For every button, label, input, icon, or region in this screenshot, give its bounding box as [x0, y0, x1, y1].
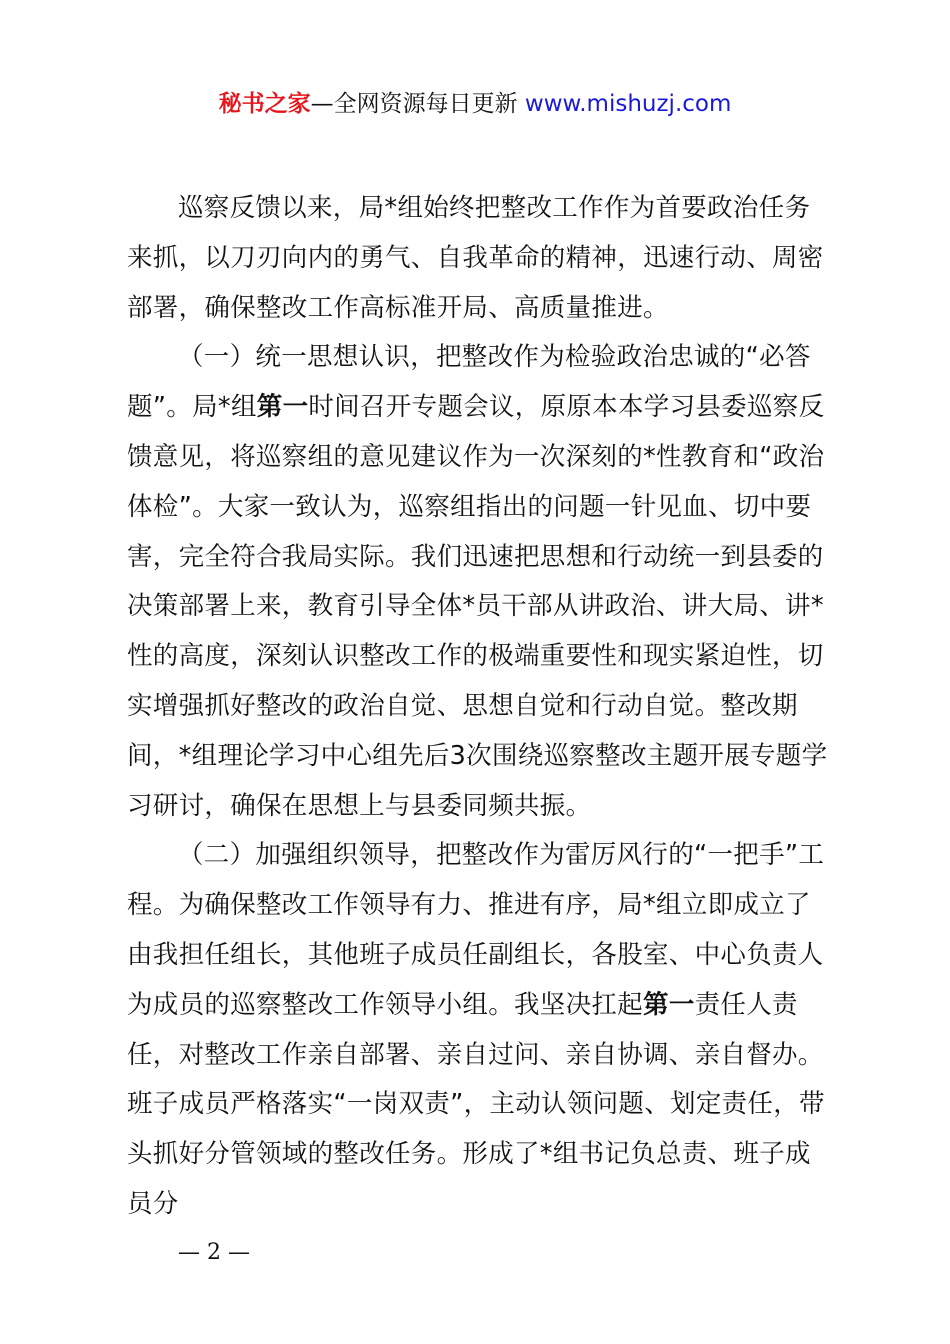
document-body	[127, 184, 835, 1230]
page-number: — 2 —	[178, 1240, 250, 1265]
site-header	[0, 86, 950, 122]
brand-name: 秘书之家	[218, 91, 311, 117]
header-slogan: —全网资源每日更新	[310, 91, 518, 117]
section-one-text-start: （一）统一思想认识，把整改作为检验政治忠诚的“必答题”。局*组	[127, 342, 811, 423]
paragraph-intro: 巡察反馈以来，局*组始终把整改工作作为首要政治任务来抓，以刀刃向内的勇气、自我革命的精神，迅速行动、周密部署，确保整改工作高标准开局、高质量推进。	[127, 193, 824, 323]
paragraph-section-two	[127, 831, 835, 1229]
site-url[interactable]: www.mishuzj.com	[524, 91, 732, 117]
section-one-text-end: 时间召开专题会议，原原本本学习县委巡察反馈意见，将巡察组的意见建议作为一次深刻的*性教育和“政治体检”。大家一致认为，巡察组指出的问题一针见血、切中要害，完全符合我局实际。我们迅速把思想和行动统一到县委的决策部署上来，教育引导全体*员干部从讲政治、讲大局、讲*性的高度，深刻认识整改工作的极端重要性和现实紧迫性，切实增强抓好整改的政治自觉、思想自觉和行动自觉。整改期间，*组理论学习中心组先后3次围绕巡察整改主题开展专题学习研讨，确保在思想上与县委同频共振。	[127, 392, 828, 821]
section-one-emphasis: 第一	[256, 392, 309, 423]
paragraph-section-one	[127, 333, 835, 831]
section-two-text-end: 责任人责任，对整改工作亲自部署、亲自过问、亲自协调、亲自督办。班子成员严格落实“一岗双责”，主动认领问题、划定责任，带头抓好分管领域的整改任务。形成了*组书记负总责、班子成员分	[127, 989, 825, 1219]
section-two-emphasis: 第一	[643, 989, 695, 1020]
section-two-text-start: （二）加强组织领导，把整改作为雷厉风行的“一把手”工程。为确保整改工作领导有力、推进有序，局*组立即成立了由我担任组长，其他班子成员任副组长，各股室、中心负责人为成员的巡察整改工作领导小组。我坚决扛起	[127, 840, 825, 1020]
